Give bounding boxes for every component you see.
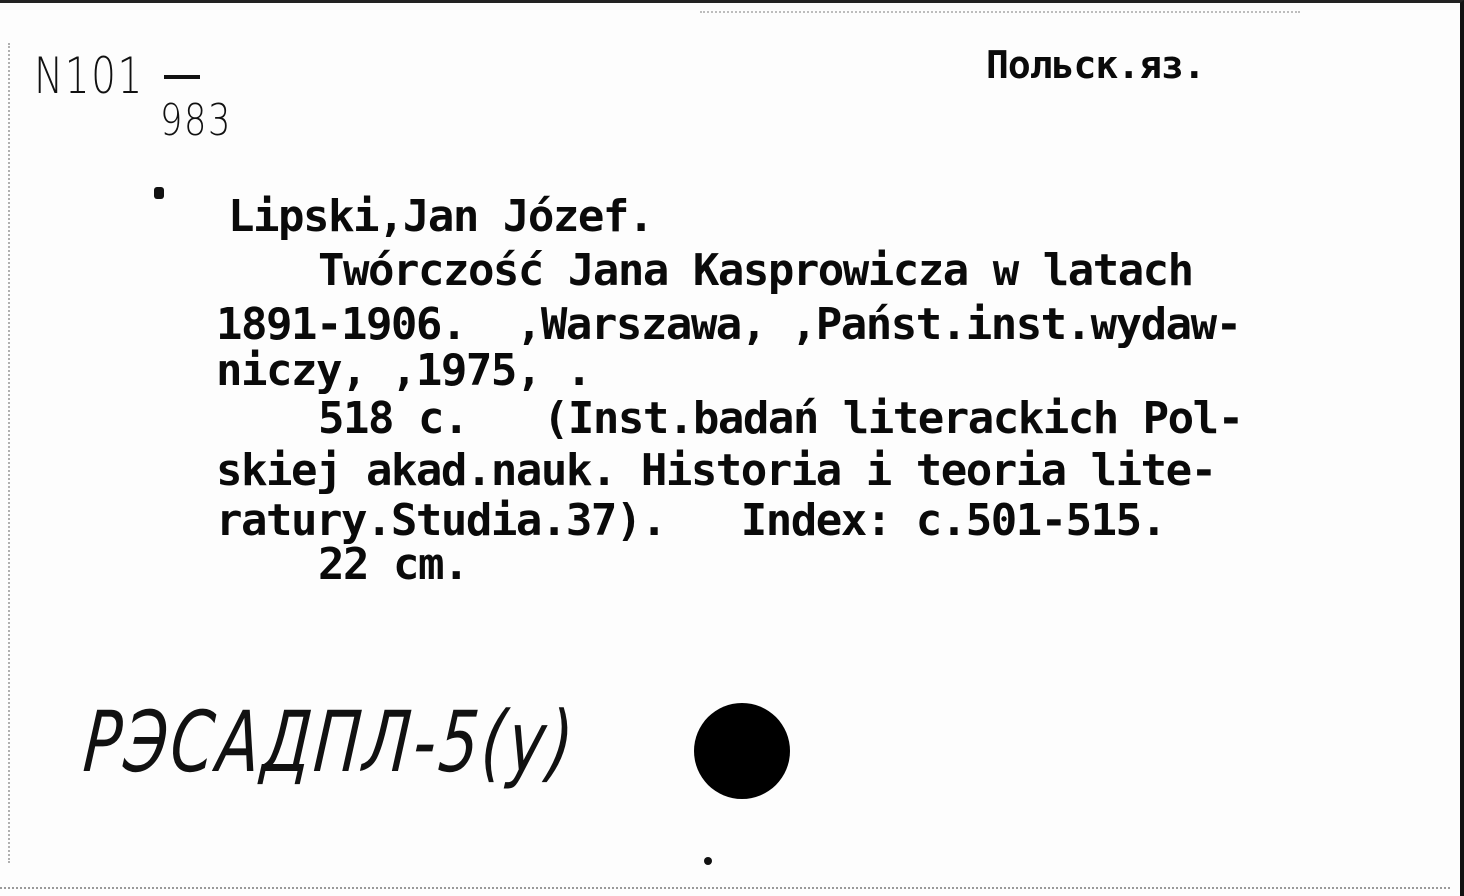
size-line: 22 cm. [318, 539, 468, 590]
series-line: skiej akad.nauk. Historia i teoria lite- [216, 445, 1216, 496]
scan-noise-line [700, 11, 1300, 13]
punch-hole [694, 703, 790, 799]
imprint-line: 1891-1906. ,Warszawa, ,Państ.inst.wydaw- [216, 299, 1241, 350]
language-label: Польск.яз. [986, 43, 1205, 87]
ink-dot [704, 857, 712, 865]
handwritten-code: РЭСАДПЛ-5(у) [80, 693, 580, 791]
call-number: N101 [34, 47, 144, 105]
bullet-mark [154, 187, 164, 199]
imprint-line: niczy, ,1975, . [216, 345, 591, 396]
collation-line: 518 c. (Inst.badań literackich Pol- [318, 393, 1243, 444]
title-line: Twórczość Jana Kasprowicza w latach [318, 245, 1193, 296]
scan-noise-line [0, 887, 1450, 889]
author-line: Lipski,Jan Józef. [228, 191, 653, 242]
series-line: ratury.Studia.37). Index: c.501-515. [216, 495, 1166, 546]
call-number-sub: 983 [160, 95, 232, 146]
scan-noise-line [8, 43, 10, 863]
call-number-divider [164, 75, 200, 79]
